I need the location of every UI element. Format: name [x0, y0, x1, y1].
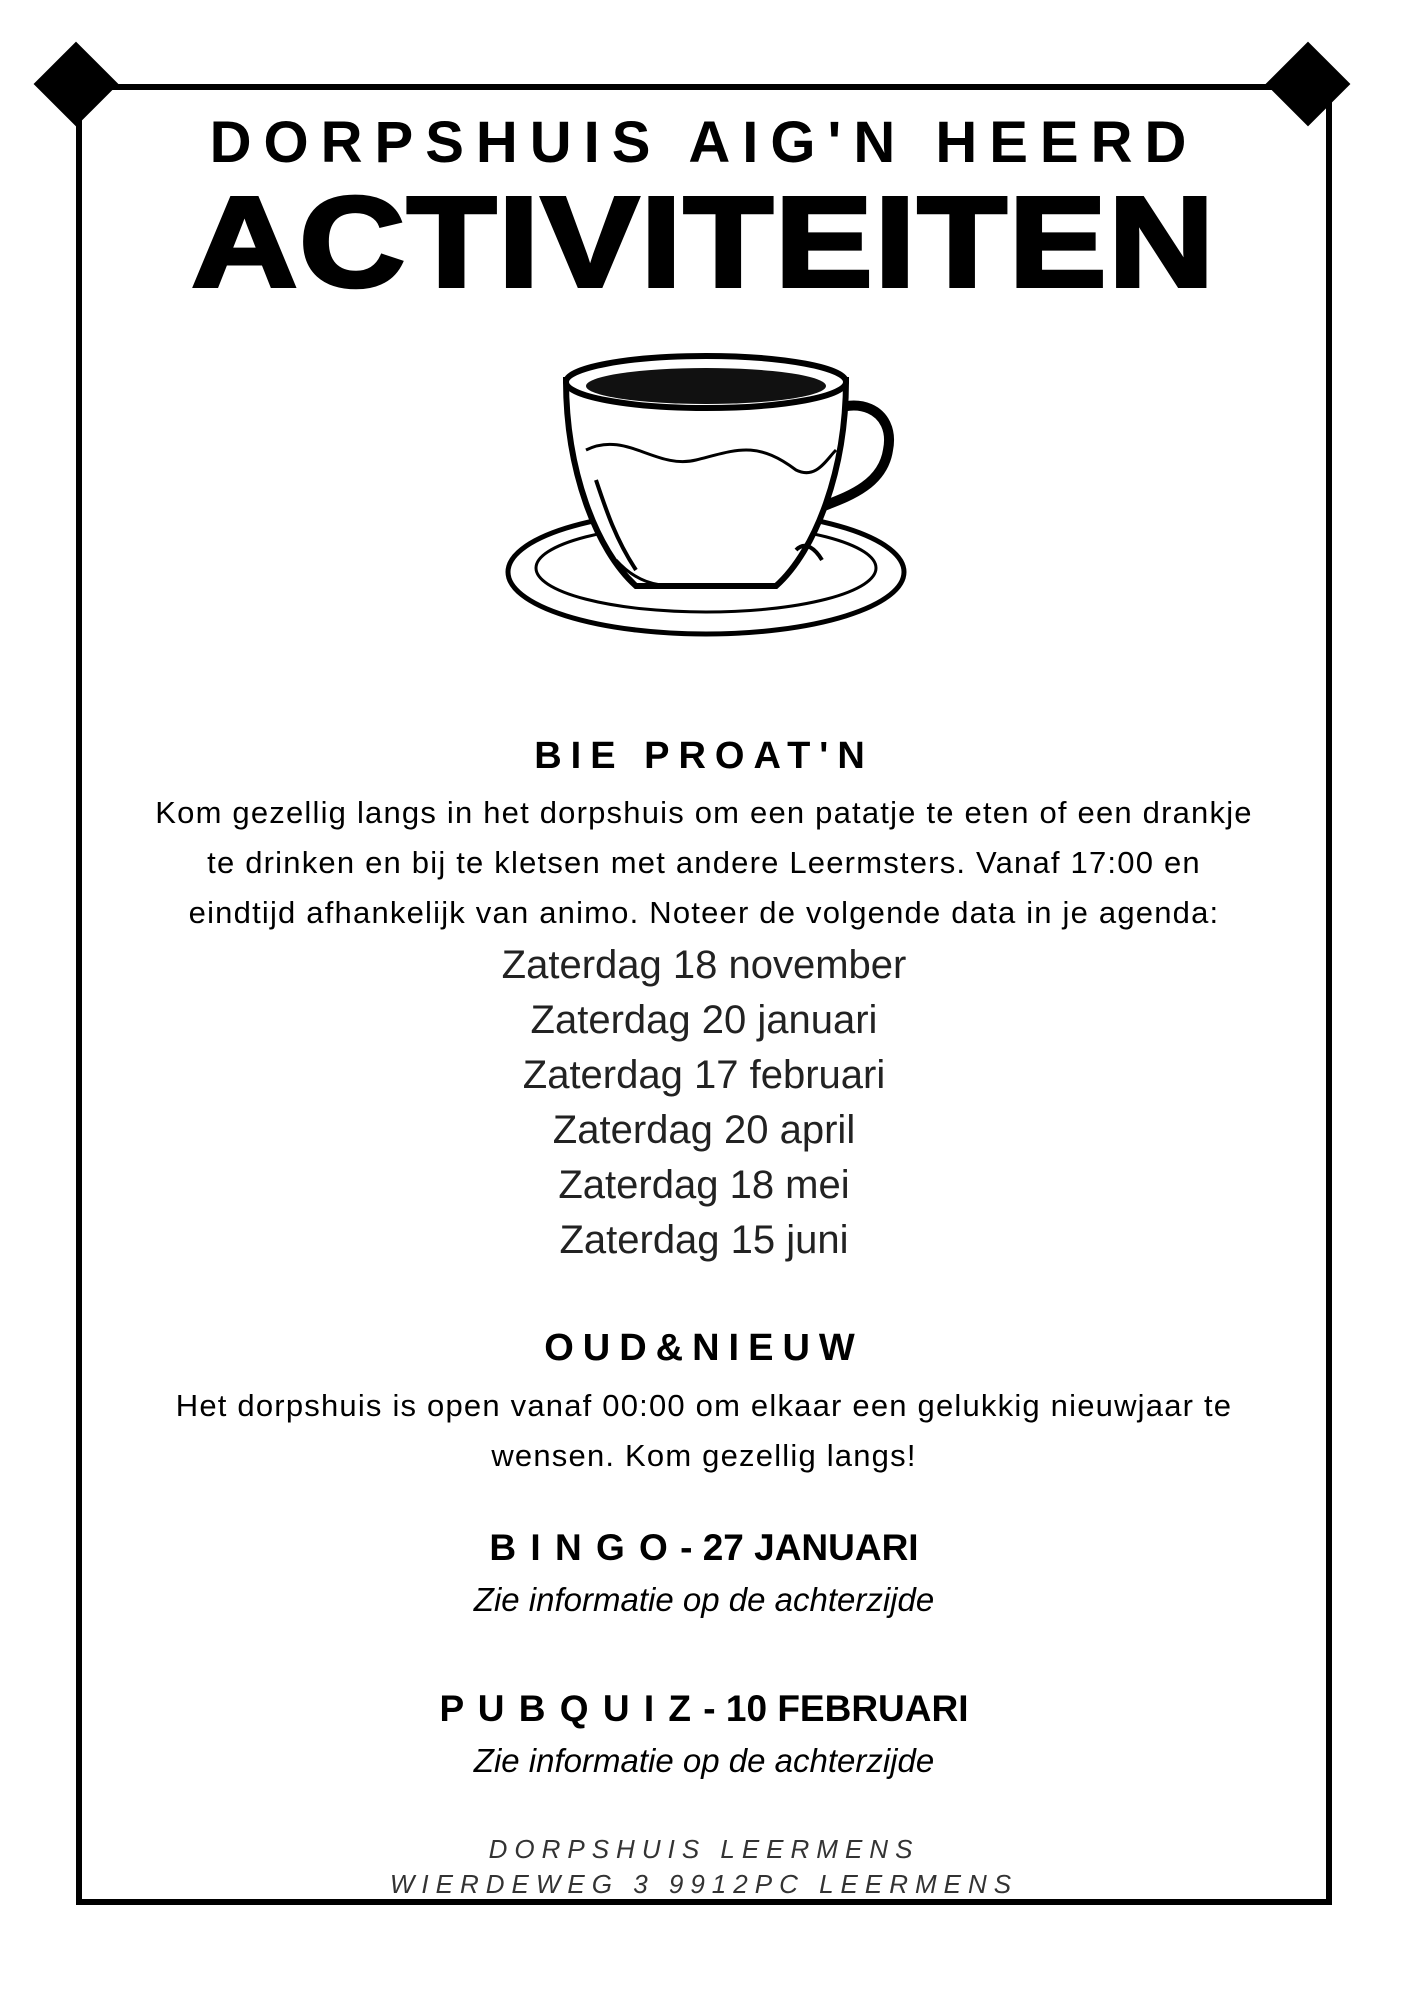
pubquiz-date: - 10 FEBRUARI — [693, 1688, 969, 1729]
description-line: Het dorpshuis is open vanaf 00:00 om elkaar een gelukkig nieuwjaar te — [175, 1388, 1233, 1423]
section-heading-pubquiz — [76, 1685, 1332, 1733]
description-line: Kom gezellig langs in het dorpshuis om een patatje te eten of een drankje — [155, 795, 1253, 830]
footer-address: WIERDEWEG 3 9912PC LEERMENS — [389, 1869, 1019, 1899]
section-heading-bingo — [76, 1524, 1332, 1572]
bingo-note: Zie informatie op de achterzijde — [473, 1581, 935, 1618]
bie-proatn-description — [96, 788, 1312, 938]
section-heading-bie-proatn: BIE PROAT'N — [534, 735, 874, 777]
pubquiz-note: Zie informatie op de achterzijde — [473, 1742, 935, 1779]
date-item: Zaterdag 18 mei — [558, 1163, 850, 1207]
description-line: eindtijd afhankelijk van animo. Noteer de volgende data in je agenda: — [188, 895, 1220, 930]
description-line: wensen. Kom gezellig langs! — [491, 1438, 917, 1473]
date-item: Zaterdag 17 februari — [522, 1053, 886, 1097]
date-item: Zaterdag 20 januari — [530, 998, 878, 1042]
bingo-date: - 27 JANUARI — [669, 1527, 919, 1568]
date-list — [76, 938, 1332, 1268]
footer-name: DORPSHUIS LEERMENS — [488, 1834, 920, 1864]
bingo-title: B I N G O — [489, 1527, 670, 1568]
section-heading-oud-nieuw: OUD&NIEUW — [544, 1327, 864, 1369]
date-item: Zaterdag 15 juni — [559, 1218, 849, 1262]
coffee-cup-icon — [496, 350, 916, 650]
pubquiz-title: P U B Q U I Z — [439, 1688, 694, 1729]
page-title: ACTIVITEITEN — [191, 171, 1217, 314]
organization-name: DORPSHUIS AIG'N HEERD — [209, 110, 1199, 175]
date-item: Zaterdag 20 april — [552, 1108, 856, 1152]
description-line: te drinken en bij te kletsen met andere Leermsters. Vanaf 17:00 en — [207, 845, 1201, 880]
oud-nieuw-description — [96, 1381, 1312, 1481]
date-item: Zaterdag 18 november — [501, 943, 907, 987]
